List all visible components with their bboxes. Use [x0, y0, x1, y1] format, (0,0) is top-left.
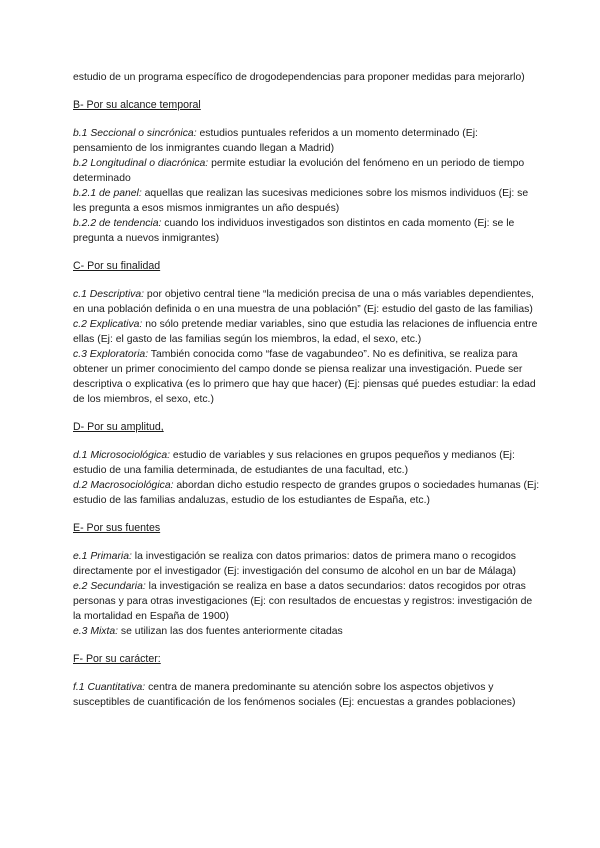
- item-c2: [73, 317, 540, 347]
- text-e2: la investigación se realiza en base a datos secundarios: datos recogidos por otras personas y para otras investigaciones (Ej: con resultados de encuestas y registros: investigación de la mortalidad en España de 1900): [73, 581, 533, 622]
- text-c1: por objetivo central tiene “la medición precisa de una o más variables dependientes, en una población definida o en una muestra de una población” (Ej: estudio del gasto de las familias): [73, 289, 534, 315]
- term-b2: b.2 Longitudinal o diacrónica:: [73, 158, 209, 169]
- term-b22: b.2.2 de tendencia:: [73, 218, 162, 229]
- term-e1: e.1 Primaria:: [73, 551, 132, 562]
- section-e-heading: E- Por sus fuentes: [73, 522, 161, 534]
- term-c2: c.2 Explicativa:: [73, 319, 143, 330]
- term-b21: b.2.1 de panel:: [73, 188, 142, 199]
- item-e3: [73, 624, 540, 639]
- section-c-heading: C- Por su finalidad: [73, 260, 161, 272]
- item-e1: [73, 549, 540, 579]
- item-d2: [73, 478, 540, 508]
- term-c1: c.1 Descriptiva:: [73, 289, 145, 300]
- text-f1: centra de manera predominante su atención sobre los aspectos objetivos y susceptibles de cuantificación de los fenómenos sociales (Ej: encuestas a grandes poblaciones): [73, 682, 516, 708]
- section-b-heading: B- Por su alcance temporal: [73, 99, 201, 111]
- text-d2: abordan dicho estudio respecto de grandes grupos o sociedades humanas (Ej: estudio de las familias andaluzas, estudio de los estudiantes de España, etc.): [73, 480, 540, 506]
- item-b22: [73, 216, 540, 246]
- text-b21: aquellas que realizan las sucesivas mediciones sobre los mismos individuos (Ej: se les pregunta a esos mismos inmigrantes un año después): [73, 188, 529, 214]
- item-e2: [73, 579, 540, 624]
- text-b1: estudios puntuales referidos a un momento determinado (Ej: pensamiento de los inmigrantes cuando llegan a Madrid): [73, 128, 478, 154]
- text-c2: no sólo pretende mediar variables, sino que estudia las relaciones de influencia entre ellas (Ej: el gasto de las familias según los miembros, la edad, el sexo, etc.): [73, 319, 538, 345]
- term-e2: e.2 Secundaria:: [73, 581, 146, 592]
- text-d1: estudio de variables y sus relaciones en grupos pequeños y medianos (Ej: estudio de una familia determinada, de estudiantes de una facultad, etc.): [73, 450, 515, 476]
- item-f1: [73, 680, 540, 710]
- text-b22: cuando los individuos investigados son distintos en cada momento (Ej: se le pregunta a nuevos inmigrantes): [73, 218, 515, 244]
- term-d2: d.2 Macrosociológica:: [73, 480, 174, 491]
- item-b2: [73, 156, 540, 186]
- text-e1: la investigación se realiza con datos primarios: datos de primera mano o recogidos directamente por el investigador (Ej: investigación del consumo de alcohol en un bar de Málaga): [73, 551, 517, 577]
- item-c3: [73, 347, 540, 407]
- term-e3: e.3 Mixta:: [73, 626, 119, 637]
- item-b21: [73, 186, 540, 216]
- item-b1: [73, 126, 540, 156]
- item-d1: [73, 448, 540, 478]
- text-b2: permite estudiar la evolución del fenómeno en un periodo de tiempo determinado: [73, 158, 525, 184]
- item-c1: [73, 287, 540, 317]
- term-c3: c.3 Exploratoria:: [73, 349, 149, 360]
- term-f1: f.1 Cuantitativa:: [73, 682, 146, 693]
- term-d1: d.1 Microsociológica:: [73, 450, 171, 461]
- section-f-heading: F- Por su carácter:: [73, 653, 161, 665]
- section-d-heading: D- Por su amplitud,: [73, 421, 164, 433]
- term-b1: b.1 Seccional o sincrónica:: [73, 128, 197, 139]
- text-c3: También conocida como “fase de vagabundeo”. No es definitiva, se realiza para obtener un primer conocimiento del campo donde se piensa realizar una investigación. Puede ser descriptiva o explicativa (es lo primero que hay que hacer) (Ej: piensas qué puedes estudiar: la edad de los miembros, el sexo, etc.): [73, 349, 536, 405]
- intro-paragraph: estudio de un programa específico de drogodependencias para proponer medidas para mejorarlo): [73, 72, 525, 83]
- text-e3: se utilizan las dos fuentes anteriormente citadas: [118, 626, 343, 637]
